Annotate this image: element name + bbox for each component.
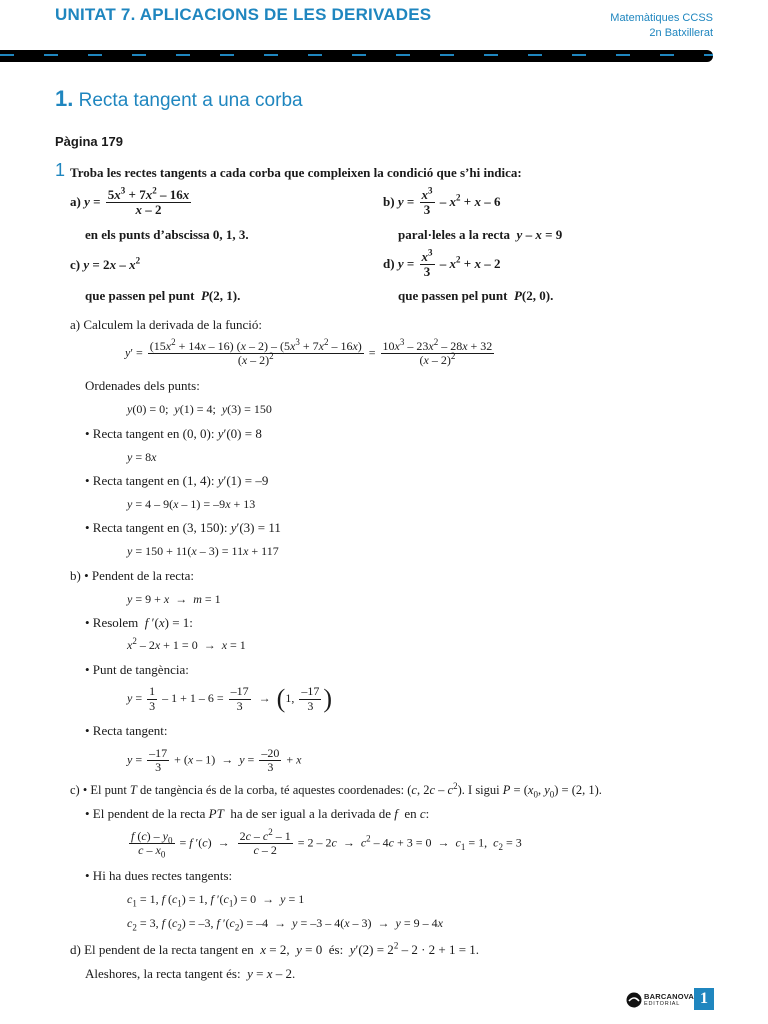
item-d-condition: que passen pel punt P(2, 0). <box>398 288 554 303</box>
slope-derivation-eq: $\frac{f (c) - y_0}{c - x_0}$ = f ′(c) → $\frac{2c - c^2 - 1}{c - 2}$ = $2 - 2c \to c^2 - 4c + 3 = 0 \to c_1 = 1$, $c_2 = 3$ <box>131 827 522 860</box>
ordinates-label: Ordenades dels punts: <box>85 378 200 393</box>
item-b-condition: paral·leles a la recta y – x = 9 <box>398 227 563 242</box>
solve-label: • Resolem f ′(x) = 1: <box>85 615 193 630</box>
solution-d-intro: d) El pendent de la recta tangent en x = 2, y = 0 és: $y'(2) = 2^2 - 2 \cdot 2 + 1 = 1$. <box>70 940 480 957</box>
publisher-logo <box>626 990 694 1010</box>
tangent-a3: • Recta tangent en (3, 150): y′(3) = 11 <box>85 520 281 535</box>
ordinates-values: y(0) = 0; y(1) = 4; y(3) = 150 <box>127 402 272 416</box>
tangent-a2: • Recta tangent en (1, 4): y′(1) = –9 <box>85 473 269 488</box>
derivative-formula: y′ = $\frac{(15x^2 + 14x - 16) (x - 2) - (5x^3 + 7x^2 - 16x)}{(x - 2)^2}$ = $\frac{10x^3 - 23x^2 - 28x + 32}{(x - 2)^2}$ <box>125 337 493 368</box>
tangent-c2-eq: $c_2 = 3$, f $(c_2) = -3$, f $'(c_2) = -4 \to y = -3 - 4(x - 3) \to y = 9 - 4x$ <box>127 916 443 933</box>
solution-b-intro: b) • Pendent de la recta: <box>70 568 195 583</box>
solution-a-intro: a) Calculem la derivada de la funció: <box>70 317 263 332</box>
header-bar <box>0 50 713 62</box>
item-a-condition: en els punts d’abscissa 0, 1, 3. <box>85 227 249 242</box>
page-number: 1 <box>694 988 714 1010</box>
two-tangents-label: • Hi ha dues rectes tangents: <box>85 868 233 883</box>
exercise-statement: Troba les rectes tangents a cada corba que compleixen la condició que s’hi indica: <box>70 165 522 180</box>
tangent-b-label: • Recta tangent: <box>85 723 168 738</box>
item-c-function: c) $y = 2x - x^2$ <box>70 255 141 272</box>
section-title: Recta tangent a una corba <box>78 90 303 111</box>
unit-title: UNITAT 7. APLICACIONS DE LES DERIVADES <box>55 5 432 24</box>
tangency-eq: y = $\frac{1}{3}$ – 1 + 1 – 6 = $\frac{-17}{3}$ → (1, $\frac{-17}{3}$ ) <box>127 684 332 713</box>
tangency-label: • Punt de tangència: <box>85 662 189 677</box>
solution-c-intro: c) • El punt T de tangència és de la corba, té aquestes coordenades: (c, $2c - c^2$). I sigui $P = (x_0$, $y_0) = (2$, 1). <box>70 780 602 800</box>
item-d-function: d) y = $\frac{x^3}{3}$ – $x^2 + x - 2$ <box>383 247 501 280</box>
slope-eq: y = 9 + x → m = 1 <box>127 592 221 606</box>
item-b-function: b) y = $\frac{x^3}{3}$ – $x^2 + x - 6$ <box>383 185 501 218</box>
tangent-c1-eq: $c_1 = 1$, f $(c_1) = 1$, f $'(c_1) = 0 \to y = 1$ <box>127 892 305 909</box>
publisher-sub: EDITORIAL <box>644 1001 681 1007</box>
solution-c-slope: • El pendent de la recta PT ha de ser igual a la derivada de f en c: <box>85 806 430 821</box>
exercise-number: 1 <box>55 160 66 180</box>
item-a-function: a) y = $\frac{5x^3 + 7x^2 - 16x}{x - 2}$ <box>70 185 190 218</box>
section-number: 1. <box>55 86 74 111</box>
tangent-a1: • Recta tangent en (0, 0): y′(0) = 8 <box>85 426 262 441</box>
subject-label: Matemàtiques CCSS <box>610 12 713 24</box>
tangent-a3-eq: y = 150 + 11(x – 3) = 11x + 117 <box>127 544 279 558</box>
tangent-a2-eq: y = 4 – 9(x – 1) = –9x + 13 <box>127 497 256 511</box>
tangent-a1-eq: y = 8x <box>127 450 157 464</box>
solution-d-conclusion: Aleshores, la recta tangent és: y = x – 2. <box>85 966 296 981</box>
course-label: 2n Batxillerat <box>649 27 713 39</box>
publisher-name: BARCANOVA <box>644 992 694 1001</box>
publisher-logo-icon <box>626 992 642 1008</box>
item-c-condition: que passen pel punt P(2, 1). <box>85 288 241 303</box>
solve-eq: $x^2 - 2x + 1 = 0 \to x = 1$ <box>127 636 246 652</box>
section-heading <box>55 86 303 112</box>
page-label: Pàgina 179 <box>55 134 123 149</box>
tangent-b-eq: y = $\frac{-17}{3}$ + (x – 1) → y = $\frac{-20}{3}$ + x <box>127 746 302 775</box>
